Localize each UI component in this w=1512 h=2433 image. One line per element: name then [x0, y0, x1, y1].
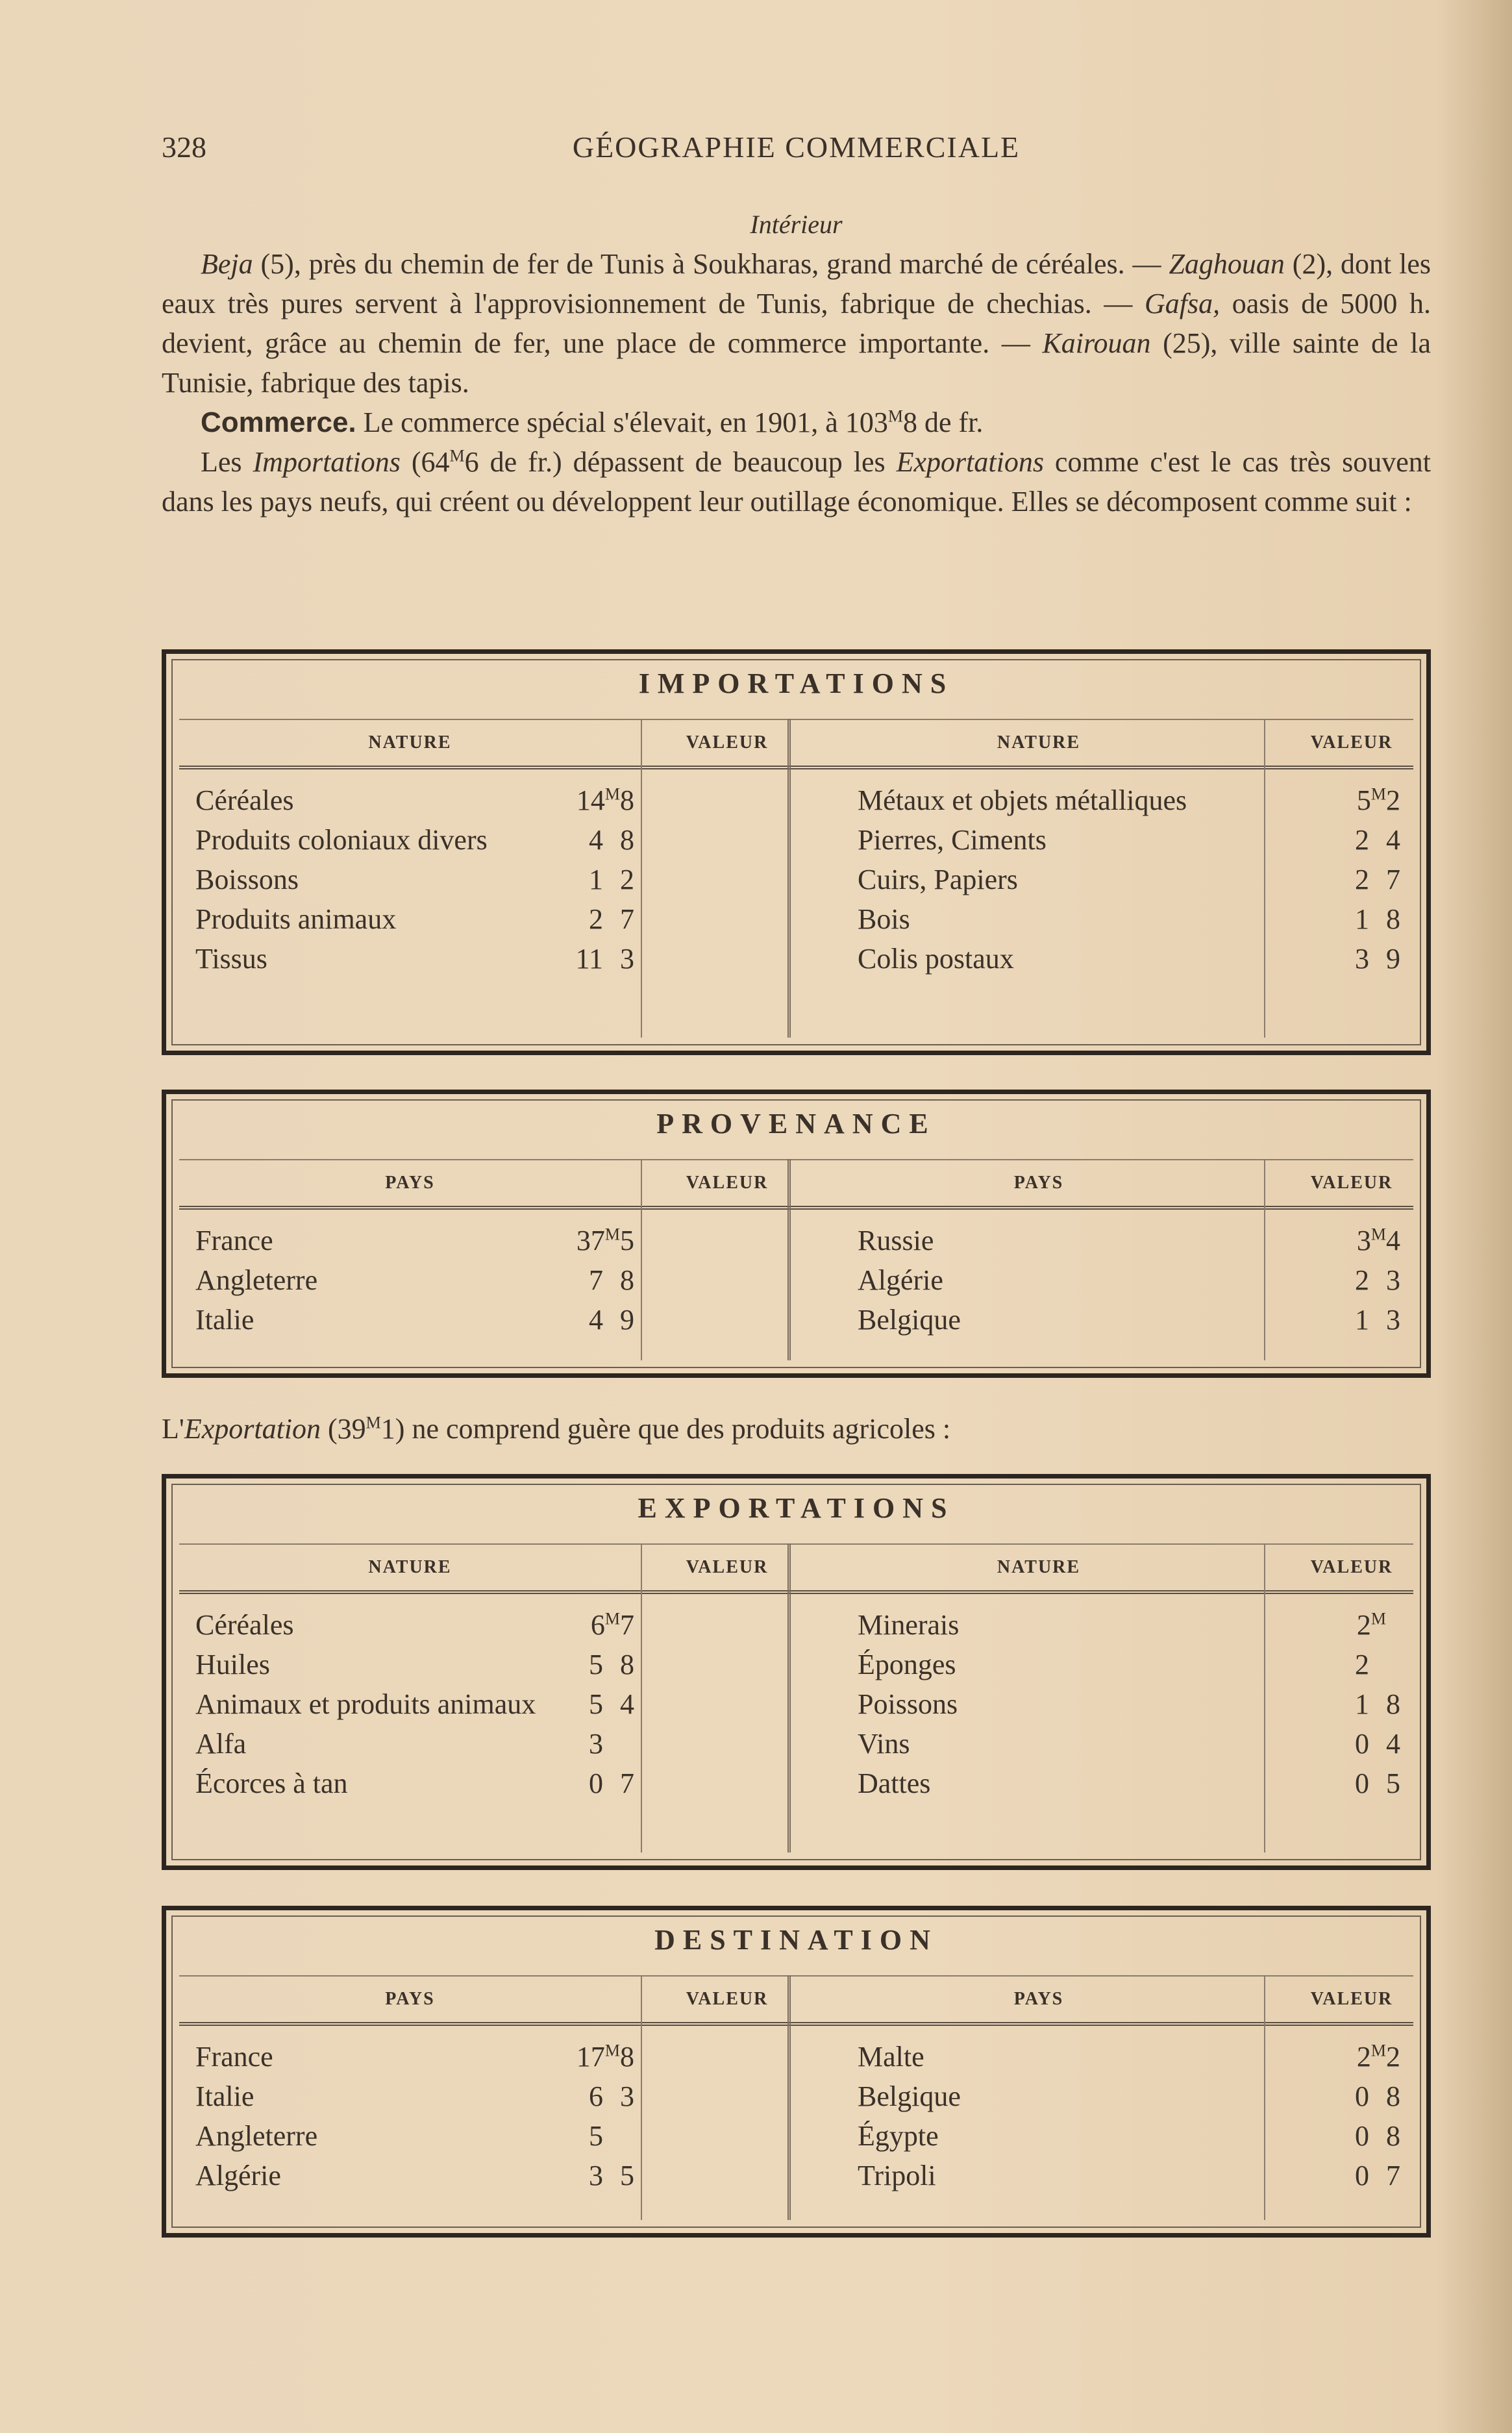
item-name: Huiles: [195, 1649, 270, 1680]
item-value: [589, 899, 634, 939]
commerce-paragraph: [162, 403, 1431, 442]
item-name: Alfa: [195, 1728, 247, 1760]
text: 1) ne comprend guère que des produits agricoles :: [380, 1413, 951, 1445]
item-value: [1355, 2156, 1400, 2195]
item-value: [589, 2156, 634, 2195]
place-name: Gafsa,: [1144, 288, 1221, 319]
item-value: [589, 1724, 634, 1764]
item-name: Russie: [858, 1225, 934, 1256]
column-header: VALEUR: [686, 1173, 769, 1193]
value-units: 2: [1355, 1264, 1369, 1296]
interior-paragraph: [162, 244, 1431, 403]
table-row: [179, 1684, 1413, 1724]
table-row: [179, 1300, 1413, 1340]
value-decimal: 7: [620, 903, 634, 935]
value-units: 7: [589, 1264, 603, 1296]
item-value: [1355, 860, 1400, 899]
table-row: [179, 2077, 1413, 2116]
item-value: [1355, 939, 1400, 979]
value-unit-mark: M: [604, 1609, 620, 1628]
value-decimal: 4: [1386, 1225, 1400, 1256]
item-value: [1357, 1221, 1400, 1260]
text: Importations: [253, 446, 401, 478]
header-row: [179, 1159, 1413, 1210]
text: (5), près du chemin de fer de Tunis à Soukharas, grand marché de céréales. —: [253, 248, 1169, 280]
table-row: [179, 780, 1413, 820]
item-value: [1355, 2116, 1400, 2156]
value-decimal: 3: [620, 2080, 634, 2112]
table-body: [179, 1221, 1413, 1340]
column-header: VALEUR: [1310, 1557, 1393, 1577]
table-row: [179, 899, 1413, 939]
column-header: PAYS: [385, 1989, 435, 2009]
value-units: 0: [1355, 1767, 1369, 1799]
text: (64: [400, 446, 450, 478]
value-units: 5: [589, 2120, 603, 2152]
value-units: 0: [1355, 1728, 1369, 1760]
value-decimal: 8: [1386, 2120, 1400, 2152]
imports-paragraph: [162, 442, 1431, 521]
value-units: 2: [1356, 1609, 1371, 1641]
item-name: Minerais: [858, 1609, 960, 1641]
value-decimal: 5: [620, 1225, 634, 1256]
column-header: VALEUR: [686, 1989, 769, 2009]
section-heading: Intérieur: [750, 210, 843, 239]
value-decimal: 2: [1386, 2041, 1400, 2073]
item-value: [589, 2116, 634, 2156]
item-name: Colis postaux: [858, 943, 1014, 975]
unit: M: [887, 406, 903, 426]
item-name: Boissons: [195, 864, 299, 895]
item-name: Animaux et produits animaux: [195, 1688, 536, 1720]
value-unit-mark: M: [604, 2041, 620, 2060]
value-decimal: 7: [1386, 864, 1400, 895]
item-name: Cuirs, Papiers: [858, 864, 1018, 895]
column-header: PAYS: [385, 1173, 435, 1193]
value-decimal: 3: [620, 943, 634, 975]
text: 6 de fr.) dépassent de beaucoup les: [464, 446, 897, 478]
item-name: Produits animaux: [195, 903, 397, 935]
value-units: 1: [1355, 1304, 1369, 1336]
value-decimal: 5: [1386, 1767, 1400, 1799]
text: (25), ville sainte de la Tunisie, fabrique des tapis.: [162, 327, 1431, 399]
value-decimal: 3: [1386, 1264, 1400, 1296]
header-row: [179, 1975, 1413, 2026]
item-name: Vins: [858, 1728, 910, 1760]
value-decimal: 8: [620, 824, 634, 856]
table-row: [179, 860, 1413, 899]
item-value: [589, 2077, 634, 2116]
value-units: 1: [1355, 903, 1369, 935]
item-value: [589, 860, 634, 899]
item-value: [589, 1645, 634, 1684]
value-units: 6: [590, 1609, 605, 1641]
column-header: PAYS: [1013, 1173, 1064, 1193]
table-provenance: [162, 1090, 1431, 1378]
place-name: Beja: [201, 248, 253, 280]
value-decimal: 8: [620, 784, 634, 816]
value-units: 1: [589, 864, 603, 895]
item-value: [1355, 1684, 1400, 1724]
item-value: [576, 780, 634, 820]
item-name: Italie: [195, 1304, 254, 1336]
text: 8 de fr.: [902, 406, 984, 438]
item-name: Métaux et objets métalliques: [858, 784, 1187, 816]
item-name: Algérie: [195, 2160, 281, 2191]
value-units: 5: [589, 1649, 603, 1680]
text: (2), dont les eaux très pures servent à l'approvisionnement de Tunis, fabrique de chechias. —: [162, 248, 1431, 319]
value-decimal: 8: [620, 1264, 634, 1296]
column-header: VALEUR: [1310, 1173, 1393, 1193]
value-units: 0: [1355, 2160, 1369, 2191]
table-row: [179, 1764, 1413, 1803]
item-name: Égypte: [858, 2120, 939, 2152]
table-title: EXPORTATIONS: [638, 1492, 955, 1524]
text: Exportations: [896, 446, 1044, 478]
item-name: Italie: [195, 2080, 254, 2112]
place-name: Kairouan: [1042, 327, 1151, 359]
item-value: [591, 1605, 634, 1645]
value-decimal: 8: [620, 1649, 634, 1680]
value-units: 4: [589, 1304, 603, 1336]
item-name: Produits coloniaux divers: [195, 824, 488, 856]
item-value: [1355, 820, 1400, 860]
value-units: 5: [589, 1688, 603, 1720]
value-decimal: 7: [1386, 2160, 1400, 2191]
column-header: NATURE: [368, 732, 452, 753]
column-header: VALEUR: [686, 1557, 769, 1577]
value-units: 11: [575, 943, 603, 975]
page-number: 328: [162, 131, 206, 164]
item-name: Dattes: [858, 1767, 931, 1799]
column-header: VALEUR: [686, 732, 769, 753]
item-name: Céréales: [195, 1609, 294, 1641]
value-decimal: 9: [1386, 943, 1400, 975]
item-value: [589, 1764, 634, 1803]
table-row: [179, 2116, 1413, 2156]
value-units: 2: [1355, 864, 1369, 895]
table-body: [179, 1605, 1413, 1803]
value-units: 3: [589, 2160, 603, 2191]
value-units: 4: [589, 824, 603, 856]
value-units: 17: [576, 2041, 605, 2073]
item-value: [576, 1221, 634, 1260]
column-header: VALEUR: [1310, 1989, 1393, 2009]
value-decimal: 2: [620, 864, 634, 895]
value-unit-mark: M: [1370, 2041, 1386, 2060]
item-value: [589, 820, 634, 860]
table-row: [179, 1605, 1413, 1645]
header-row: [179, 719, 1413, 769]
export-paragraph: [162, 1409, 1431, 1449]
item-value: [589, 1260, 634, 1300]
column-header: PAYS: [1013, 1989, 1064, 2009]
text: oasis de 5000 h. devient, grâce au chemin de fer, une place de commerce importante. —: [162, 288, 1431, 359]
item-value: [1357, 1605, 1400, 1645]
value-decimal: 8: [1386, 2080, 1400, 2112]
table-row: [179, 1260, 1413, 1300]
item-value: [1357, 2037, 1400, 2077]
value-units: 14: [576, 784, 605, 816]
value-decimal: 9: [620, 1304, 634, 1336]
table-row: [179, 1724, 1413, 1764]
text: Les: [201, 446, 253, 478]
running-title: GÉOGRAPHIE COMMERCIALE: [572, 131, 1021, 164]
unit: M: [449, 446, 465, 466]
table-body: [179, 780, 1413, 979]
item-name: Pierres, Ciments: [858, 824, 1047, 856]
interior-section: [162, 205, 1431, 521]
item-value: [589, 1684, 634, 1724]
table-title: PROVENANCE: [656, 1108, 936, 1140]
column-header: NATURE: [368, 1557, 452, 1577]
text: L': [162, 1413, 184, 1445]
item-name: Éponges: [858, 1649, 956, 1680]
value-decimal: 7: [620, 1609, 634, 1641]
column-header: VALEUR: [1310, 732, 1393, 753]
item-name: Belgique: [858, 1304, 961, 1336]
item-name: Tissus: [195, 943, 267, 975]
item-name: Céréales: [195, 784, 294, 816]
value-decimal: 5: [620, 2160, 634, 2191]
place-name: Zaghouan: [1169, 248, 1285, 280]
item-value: [1357, 780, 1400, 820]
item-value: [1355, 1764, 1400, 1803]
item-value: [1355, 899, 1400, 939]
text: comme c'est le cas très souvent dans les pays neufs, qui créent ou développent leur outillage économique. Elles se décomposent comme suit :: [162, 446, 1431, 518]
value-units: 2: [589, 903, 603, 935]
item-value: [1355, 1724, 1400, 1764]
table-row: [179, 2156, 1413, 2195]
table-destination: [162, 1906, 1431, 2238]
item-value: [1355, 1300, 1400, 1340]
value-units: 3: [1355, 943, 1369, 975]
table-title: IMPORTATIONS: [638, 668, 954, 699]
value-unit-mark: M: [1370, 1609, 1386, 1628]
table-row: [179, 939, 1413, 979]
item-name: Malte: [858, 2041, 924, 2073]
page-header: [162, 130, 1431, 169]
value-decimal: 8: [1386, 903, 1400, 935]
value-units: 6: [589, 2080, 603, 2112]
value-units: 1: [1355, 1688, 1369, 1720]
value-decimal: 4: [620, 1688, 634, 1720]
table-exportations: [162, 1474, 1431, 1870]
value-decimal: 2: [1386, 784, 1400, 816]
value-units: 0: [589, 1767, 603, 1799]
item-name: Bois: [858, 903, 910, 935]
item-name: Poissons: [858, 1688, 958, 1720]
item-value: [1355, 2077, 1400, 2116]
value-unit-mark: M: [1370, 784, 1386, 804]
item-name: Algérie: [858, 1264, 943, 1296]
text: (39: [321, 1413, 366, 1445]
value-units: 3: [1356, 1225, 1371, 1256]
value-unit-mark: M: [1370, 1225, 1386, 1244]
value-units: 2: [1355, 1649, 1369, 1680]
item-value: [1355, 1260, 1400, 1300]
value-decimal: 7: [620, 1767, 634, 1799]
item-name: Angleterre: [195, 1264, 318, 1296]
value-decimal: 8: [1386, 1688, 1400, 1720]
table-body: [179, 2037, 1413, 2195]
table-row: [179, 1221, 1413, 1260]
value-unit-mark: M: [604, 784, 620, 804]
unit: M: [366, 1413, 381, 1432]
value-units: 37: [576, 1225, 605, 1256]
table-importations: [162, 649, 1431, 1055]
value-units: 5: [1356, 784, 1371, 816]
column-header: NATURE: [997, 732, 1081, 753]
value-units: 0: [1355, 2120, 1369, 2152]
value-units: 2: [1355, 824, 1369, 856]
item-name: Tripoli: [858, 2160, 936, 2191]
item-name: Écorces à tan: [195, 1767, 348, 1799]
value-decimal: 4: [1386, 824, 1400, 856]
text: Exportation: [184, 1413, 321, 1445]
item-value: [576, 939, 634, 979]
item-value: [589, 1300, 634, 1340]
table-title: DESTINATION: [654, 1924, 938, 1956]
header-row: [179, 1543, 1413, 1594]
column-header: NATURE: [997, 1557, 1081, 1577]
commerce-label: Commerce.: [201, 406, 356, 438]
value-units: 3: [589, 1728, 603, 1760]
value-unit-mark: M: [604, 1225, 620, 1244]
item-value: [1355, 1645, 1400, 1684]
item-name: Belgique: [858, 2080, 961, 2112]
table-row: [179, 2037, 1413, 2077]
item-name: Angleterre: [195, 2120, 318, 2152]
item-name: France: [195, 1225, 273, 1256]
value-decimal: 8: [620, 2041, 634, 2073]
value-decimal: 3: [1386, 1304, 1400, 1336]
item-name: France: [195, 2041, 273, 2073]
table-row: [179, 820, 1413, 860]
value-units: 0: [1355, 2080, 1369, 2112]
table-row: [179, 1645, 1413, 1684]
value-units: 2: [1356, 2041, 1371, 2073]
item-value: [576, 2037, 634, 2077]
value-decimal: 4: [1386, 1728, 1400, 1760]
text: Le commerce spécial s'élevait, en 1901, à 103: [356, 406, 888, 438]
